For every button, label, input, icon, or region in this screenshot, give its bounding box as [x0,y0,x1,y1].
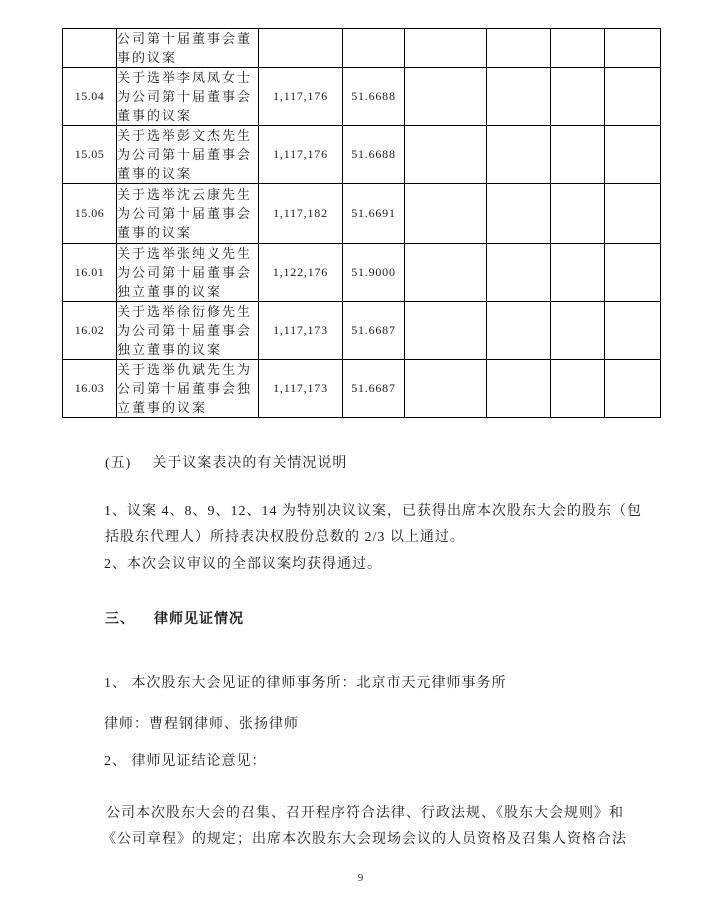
cell-ratio: 51.6687 [343,302,405,360]
cell-ratio [343,29,405,68]
cell-proposal-text: 关于选举仇斌先生为公司第十届董事会独立董事的议案 [117,360,259,418]
opinion-line-1: 公司本次股东大会的召集、召开程序符合法律、行政法规、《股东大会规则》和 [106,806,624,821]
cell-proposal-no: 15.04 [63,68,117,126]
cell-empty [605,360,661,418]
table-row [63,302,661,360]
cell-proposal-no: 15.06 [63,184,117,244]
section-3-heading [105,611,244,628]
table-row [63,29,661,68]
cell-proposal-text: 关于选举李凤凤女士为公司第十届董事会董事的议案 [117,68,259,126]
cell-proposal-text: 公司第十届董事会董事的议案 [117,29,259,68]
cell-empty [605,68,661,126]
cell-empty [405,126,487,184]
cell-votes: 1,122,176 [259,244,343,302]
special-resolution-line-1: 1、议案 4、8、9、12、14 为特别决议议案，已获得出席本次股东大会的股东（包 [104,504,642,519]
cell-empty [605,126,661,184]
cell-votes [259,29,343,68]
section-5-label: (五) [105,456,132,471]
cell-empty [551,360,605,418]
cell-votes: 1,117,173 [259,302,343,360]
cell-proposal-no: 16.03 [63,360,117,418]
cell-votes: 1,117,176 [259,68,343,126]
section-3-label: 三、 [105,612,135,627]
table-row [63,126,661,184]
cell-empty [405,244,487,302]
lawyers-line: 律师：曹程钢律师、张扬律师 [104,717,299,732]
cell-empty [487,126,551,184]
lawyer-firm-line: 1、 本次股东大会见证的律师事务所：北京市天元律师事务所 [104,676,507,691]
cell-empty [487,302,551,360]
section-3-title: 律师见证情况 [154,612,244,627]
cell-empty [551,68,605,126]
cell-ratio: 51.6687 [343,360,405,418]
cell-proposal-text: 关于选举沈云康先生为公司第十届董事会董事的议案 [117,184,259,244]
cell-empty [605,184,661,244]
cell-empty [405,302,487,360]
opinion-line-2: 《公司章程》的规定；出席本次股东大会现场会议的人员资格及召集人资格合法 [102,832,627,847]
cell-empty [487,184,551,244]
cell-empty [551,29,605,68]
cell-empty [551,244,605,302]
cell-empty [605,244,661,302]
cell-ratio: 51.6688 [343,68,405,126]
cell-empty [551,126,605,184]
table-row [63,360,661,418]
cell-proposal-no: 16.02 [63,302,117,360]
table-row [63,68,661,126]
all-proposals-passed-line: 2、本次会议审议的全部议案均获得通过。 [104,557,382,572]
cell-proposal-text: 关于选举徐衍修先生为公司第十届董事会独立董事的议案 [117,302,259,360]
cell-empty [405,184,487,244]
cell-votes: 1,117,173 [259,360,343,418]
cell-empty [605,29,661,68]
cell-empty [405,68,487,126]
cell-ratio: 51.9000 [343,244,405,302]
cell-empty [405,360,487,418]
opinion-heading-line: 2、 律师见证结论意见： [104,754,267,769]
table-row [63,184,661,244]
cell-empty [487,244,551,302]
cell-ratio: 51.6691 [343,184,405,244]
vote-results-table [62,28,661,418]
cell-proposal-no: 16.01 [63,244,117,302]
section-5-heading [105,455,347,472]
cell-empty [405,29,487,68]
cell-empty [487,68,551,126]
table-row [63,244,661,302]
cell-proposal-no [63,29,117,68]
page-number: 9 [357,872,364,884]
cell-empty [551,184,605,244]
cell-empty [487,360,551,418]
cell-proposal-text: 关于选举彭文杰先生为公司第十届董事会董事的议案 [117,126,259,184]
section-5-title: 关于议案表决的有关情况说明 [152,456,348,471]
cell-proposal-text: 关于选举张纯义先生为公司第十届董事会独立董事的议案 [117,244,259,302]
cell-proposal-no: 15.05 [63,126,117,184]
special-resolution-line-2: 括股东代理人）所持表决权股份总数的 2/3 以上通过。 [105,530,465,545]
cell-ratio: 51.6688 [343,126,405,184]
cell-empty [605,302,661,360]
cell-votes: 1,117,182 [259,184,343,244]
cell-votes: 1,117,176 [259,126,343,184]
cell-empty [487,29,551,68]
cell-empty [551,302,605,360]
